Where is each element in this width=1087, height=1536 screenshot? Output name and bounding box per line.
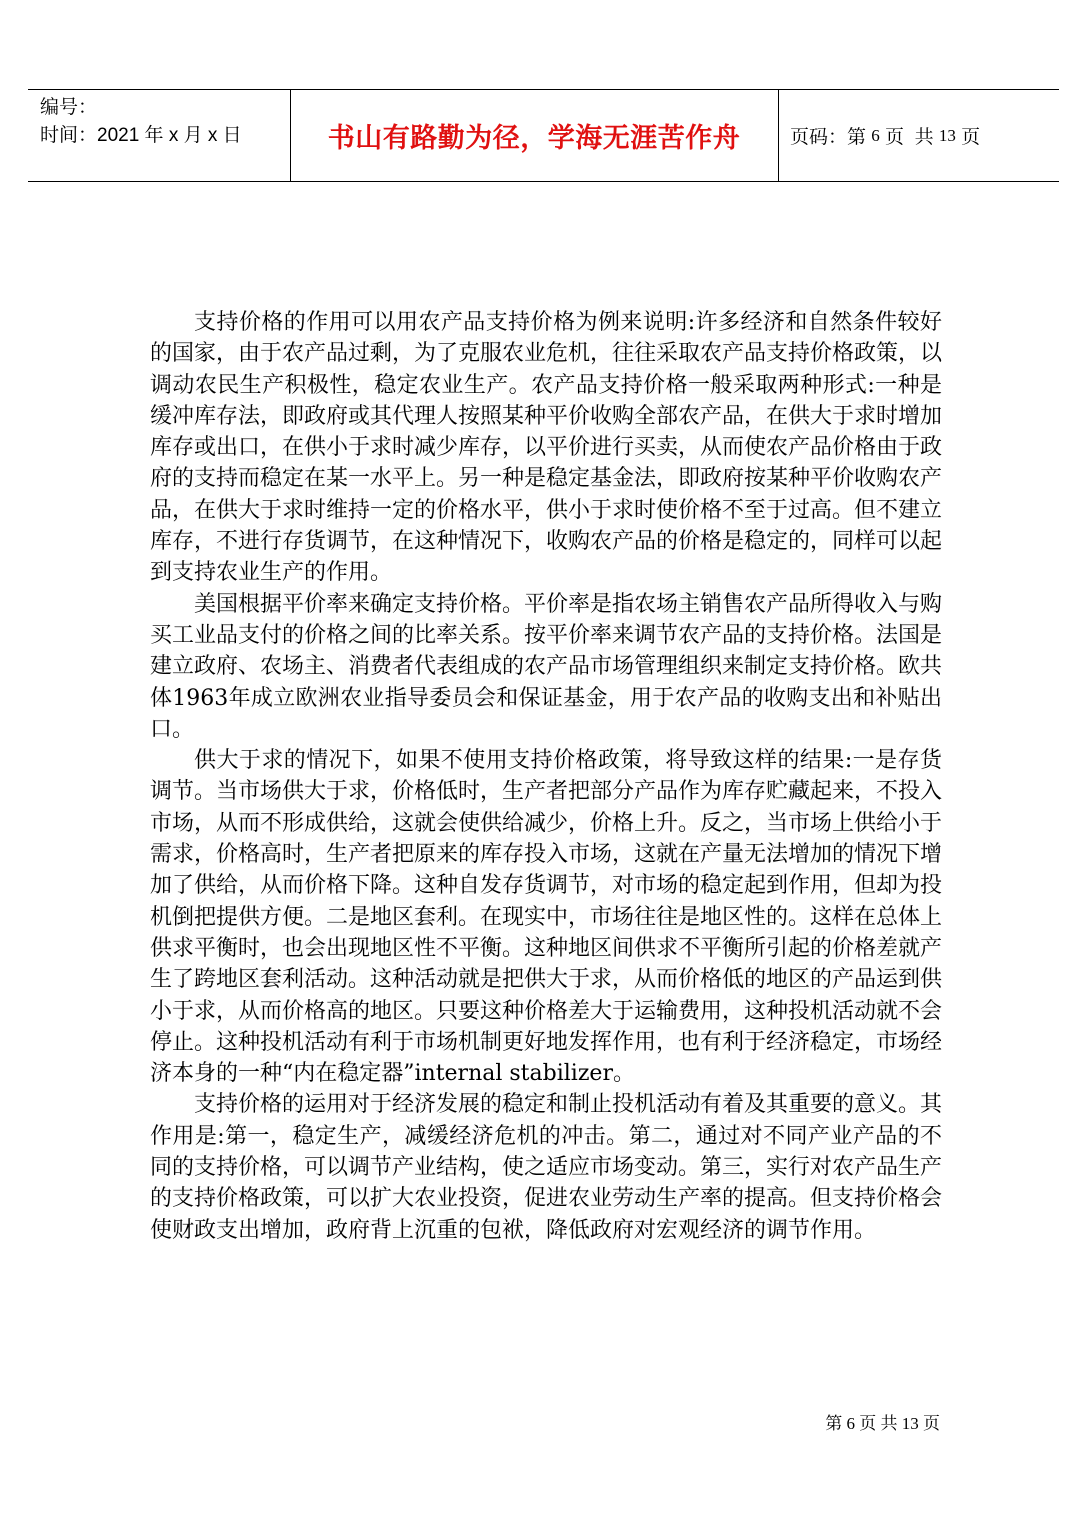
header-divider: [778, 90, 779, 181]
paragraph: 供大于求的情况下，如果不使用支持价格政策，将导致这样的结果:一是存货调节。当市场供大于求，价格低时，生产者把部分产品作为库存贮藏起来，不投入市场，从而不形成供给，这就会使供给减少，价格上升。反之，当市场上供给小于需求，价格高时，生产者把原来的库存投入市场，这就在产量无法增加的情况下增加了供给，从而价格下降。这种自发存货调节，对市场的稳定起到作用，但却为投机倒把提供方便。二是地区套利。在现实中，市场往往是地区性的。这样在总体上供求平衡时，也会出现地区性不平衡。这种地区间供求不平衡所引起的价格差就产生了跨地区套利活动。这种活动就是把供大于求，从而价格低的地区的产品运到供小于求，从而价格高的地区。只要这种价格差大于运输费用，这种投机活动就不会停止。这种投机活动有利于市场机制更好地发挥作用，也有利于经济稳定，市场经济本身的一种“内在稳定器”internal stabilizer。: [150, 748, 943, 1087]
header-motto: 书山有路勤为径，学海无涯苦作舟: [327, 123, 741, 154]
paragraph: 支持价格的作用可以用农产品支持价格为例来说明:许多经济和自然条件较好的国家，由于农产品过剩，为了克服农业危机，往往采取农产品支持价格政策，以调动农民生产积极性，稳定农业生产。农产品支持价格一般采取两种形式:一种是缓冲库存法，即政府或其代理人按照某种平价收购全部农产品，在供大于求时增加库存或出口，在供小于求时减少库存，以平价进行买卖，从而使农产品价格由于政府的支持而稳定在某一水平上。另一种是稳定基金法，即政府按某种平价收购农产品，在供大于求时维持一定的价格水平，供小于求时使价格不至于过高。但不建立库存，不进行存货调节，在这种情况下，收购农产品的价格是稳定的，同样可以起到支持农业生产的作用。: [150, 310, 943, 586]
page-middle: 页 共: [879, 127, 939, 148]
header-page-indicator: [790, 90, 980, 181]
page-prefix: 页码：第: [790, 127, 872, 148]
page-header: [28, 89, 1059, 182]
header-info: [40, 94, 290, 150]
time-label: 时间：2021 年 x 月 x 日: [40, 125, 242, 146]
document-body: [150, 307, 942, 1246]
paragraph: 支持价格的运用对于经济发展的稳定和制止投机活动有着及其重要的意义。其作用是:第一，稳定生产，减缓经济危机的冲击。第二，通过对不同产业产品的不同的支持价格，可以调节产业结构，使之适应市场变动。第三，实行对农产品生产的支持价格政策，可以扩大农业投资，促进农业劳动生产率的提高。但支持价格会使财政支出增加，政府背上沉重的包袱，降低政府对宏观经济的调节作用。: [150, 1092, 943, 1243]
page-total: 13: [938, 125, 956, 145]
paragraph: 美国根据平价率来确定支持价格。平价率是指农场主销售农产品所得收入与购买工业品支付的价格之间的比率关系。按平价率来调节农产品的支持价格。法国是建立政府、农场主、消费者代表组成的农产品市场管理组织来制定支持价格。欧共体1963年成立欧洲农业指导委员会和保证基金，用于农产品的收购支出和补贴出口。: [150, 591, 943, 742]
page-footer: 第 6 页 共 13 页: [825, 1414, 940, 1433]
number-label: 编号：: [40, 97, 98, 118]
page-current: 6: [871, 125, 880, 145]
page-suffix: 页: [955, 127, 981, 148]
